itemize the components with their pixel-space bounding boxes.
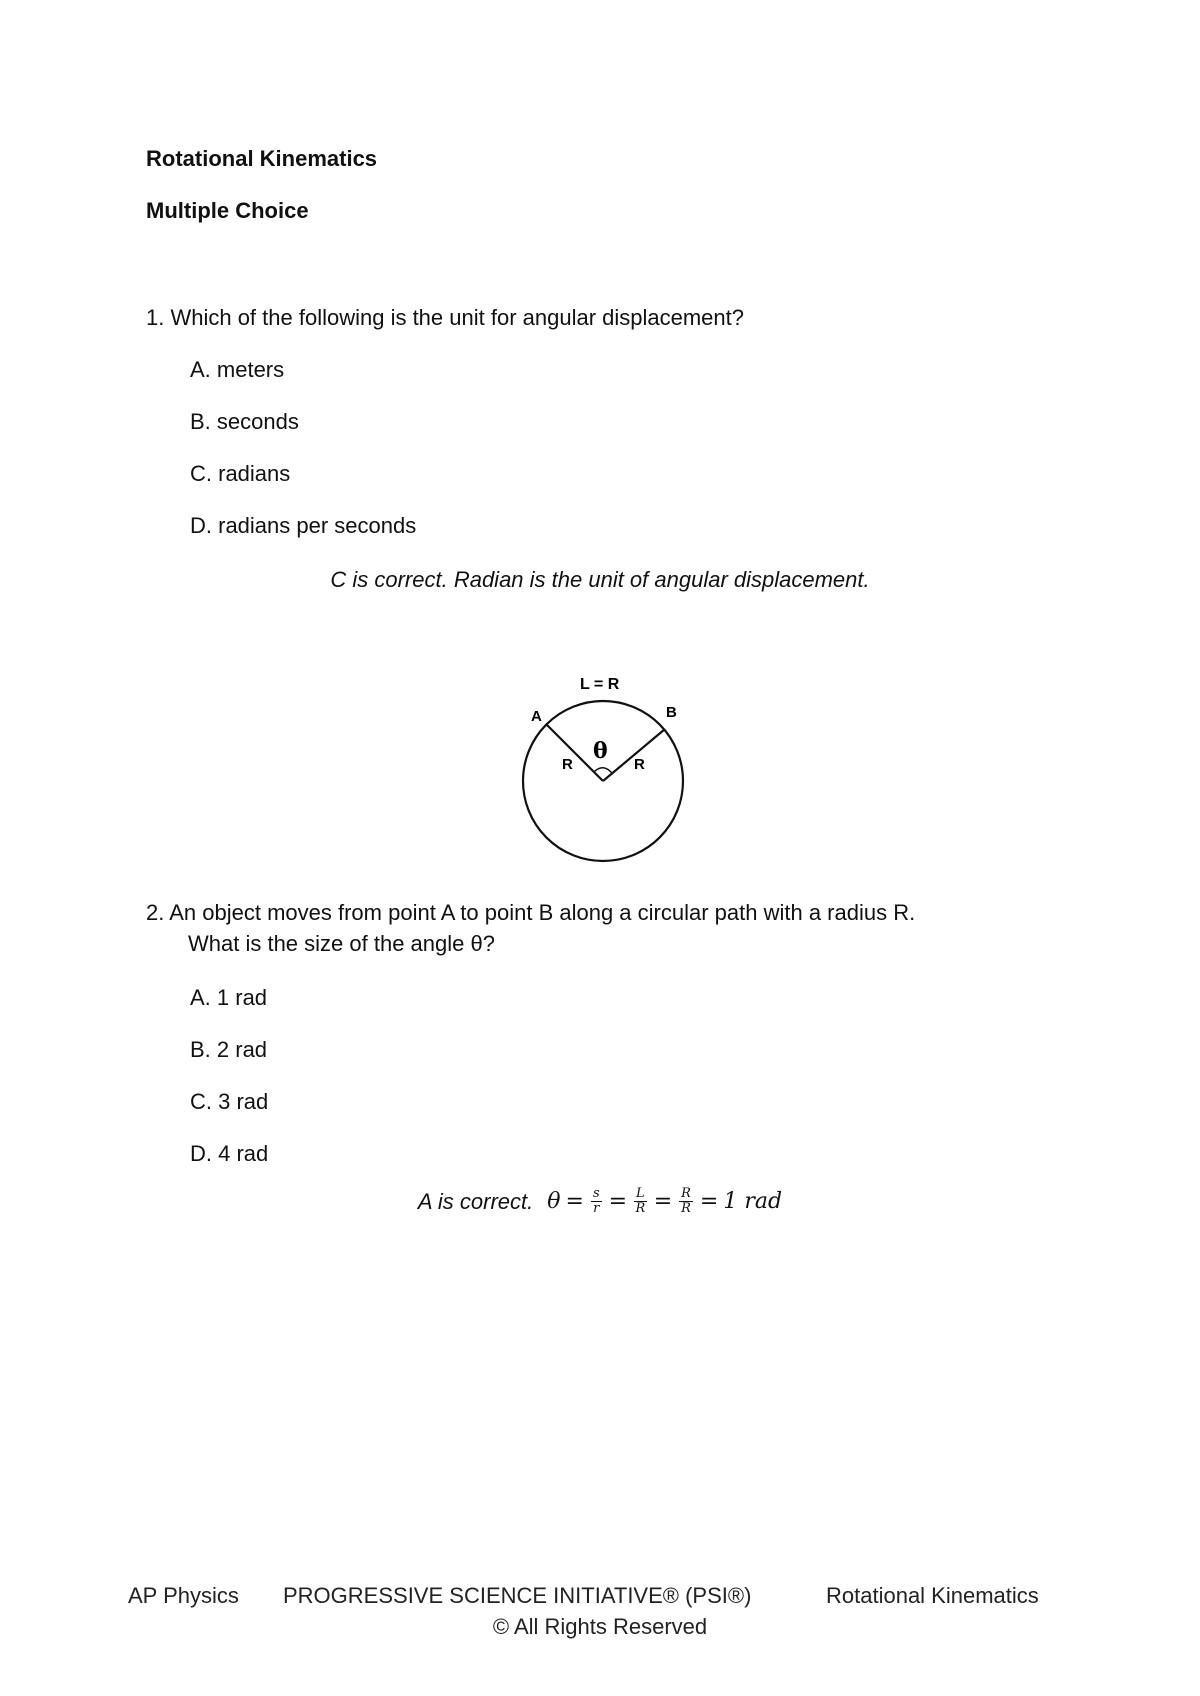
- theta-label: θ: [593, 738, 608, 764]
- footer-rights: © All Rights Reserved: [492, 1614, 708, 1639]
- question-2-option-d: D. 4 rad: [190, 1141, 269, 1166]
- fraction-numerator: R: [681, 1186, 691, 1201]
- question-2-option-b: B. 2 rad: [190, 1037, 268, 1062]
- question-1-answer: C is correct. Radian is the unit of angular displacement.: [330, 567, 870, 592]
- angle-arc: [594, 768, 612, 773]
- answer-fraction-l-r: [634, 1187, 647, 1216]
- answer-equals-3: =: [653, 1189, 673, 1214]
- answer-fraction-r-r: [679, 1187, 693, 1216]
- fraction-numerator: s: [592, 1186, 600, 1201]
- footer-topic: Rotational Kinematics: [826, 1583, 1039, 1608]
- answer-equals-4: =: [699, 1189, 719, 1214]
- answer-equals-1: =: [565, 1189, 584, 1214]
- radius-right-label: R: [634, 756, 645, 773]
- answer-theta: θ: [547, 1189, 561, 1214]
- question-2-prompt-line1: 2. An object moves from point A to point B along a circular path with a radius R.: [146, 900, 916, 925]
- question-1-prompt: 1. Which of the following is the unit for angular displacement?: [146, 305, 744, 330]
- page-title: Rotational Kinematics: [146, 146, 378, 171]
- fraction-denominator: R: [635, 1201, 646, 1216]
- fraction-numerator: L: [636, 1186, 645, 1201]
- radius-line-b: [603, 729, 665, 781]
- question-1-option-a: A. meters: [190, 357, 285, 382]
- question-1-option-c: C. radians: [190, 461, 291, 486]
- question-2-option-c: C. 3 rad: [190, 1089, 269, 1114]
- answer-equals-2: =: [608, 1189, 628, 1214]
- answer-fraction-s-r: [591, 1187, 602, 1216]
- point-a-label: A: [531, 708, 542, 725]
- arc-length-label: L = R: [580, 676, 620, 693]
- question-1-option-b: B. seconds: [190, 409, 299, 434]
- fraction-denominator: R: [681, 1201, 691, 1216]
- section-subtitle: Multiple Choice: [146, 198, 309, 223]
- radius-left-label: R: [562, 756, 573, 773]
- question-2-answer: [0, 1187, 1200, 1216]
- answer-result: 1 rad: [723, 1189, 783, 1214]
- question-2-answer-text: A is correct.: [417, 1188, 534, 1214]
- circle-angle-diagram: [500, 660, 700, 870]
- question-2-prompt-line2: What is the size of the angle θ?: [188, 931, 495, 956]
- fraction-denominator: r: [593, 1201, 600, 1216]
- question-1-option-d: D. radians per seconds: [190, 513, 417, 538]
- footer-course: AP Physics: [128, 1583, 239, 1608]
- point-b-label: B: [666, 704, 677, 721]
- question-2-option-a: A. 1 rad: [190, 985, 268, 1010]
- footer-organization: PROGRESSIVE SCIENCE INITIATIVE® (PSI®): [283, 1583, 752, 1608]
